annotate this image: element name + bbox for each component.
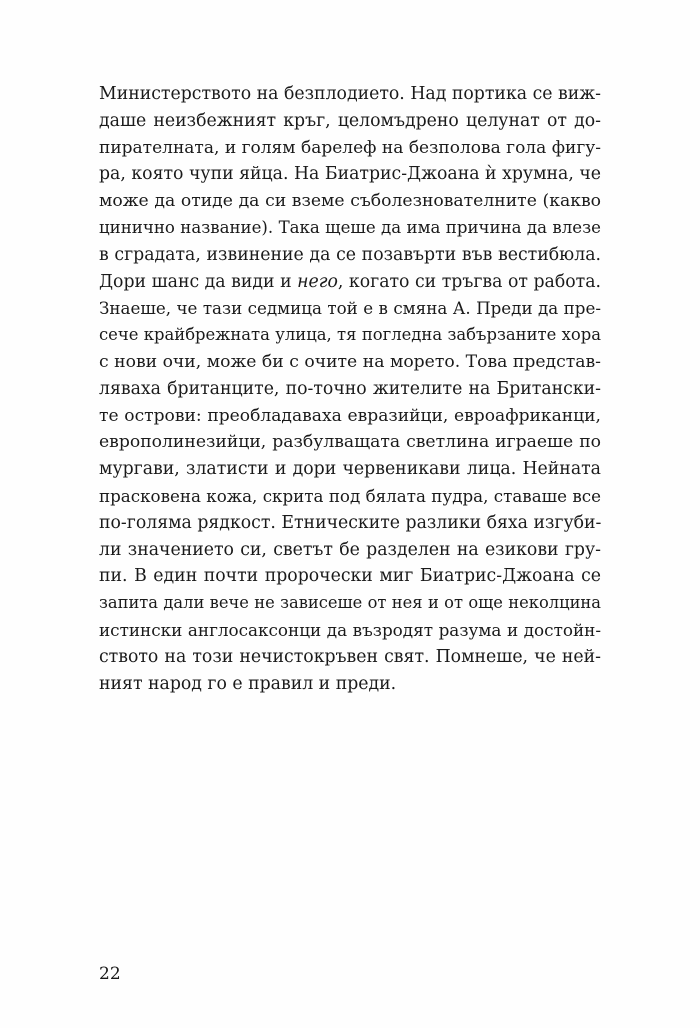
text-line: по-голяма рядкост. Етническите разлики бяха изгуби- xyxy=(99,512,602,533)
page-number: 22 xyxy=(99,964,121,984)
text-line: сече крайбрежната улица, тя погледна забързаните хора xyxy=(99,325,601,345)
text-line: Знаеше, че тази седмица той е в смяна А. Преди да пре- xyxy=(99,298,601,319)
text-segment: , когато си тръгва от работа. xyxy=(337,271,601,292)
text-line: мургави, златисти и дори червеникави лица. Нейната xyxy=(99,459,601,480)
body-paragraph xyxy=(99,81,601,697)
text-line: европолинезийци, разбулващата светлина играеше по xyxy=(99,432,601,453)
text-line: ли значението си, светът бе разделен на езикови гру- xyxy=(99,539,601,560)
text-segment: Дори шанс да види и xyxy=(99,271,298,292)
italic-word: него xyxy=(297,271,338,292)
text-line: ра, която чупи яйца. На Биатрис-Джоана ѝ хрумна, че xyxy=(99,164,601,185)
text-line: ляваха британците, по-точно жителите на Британски- xyxy=(99,378,601,399)
text-line: Министерството на безплодието. Над портика се виж- xyxy=(99,84,601,104)
text-line: може да отиде да си вземе съболезнователните (какво xyxy=(99,191,601,212)
text-line: запита дали вече не зависеше от нея и от още неколцина xyxy=(99,593,601,613)
text-line: цинично название). Така щеше да има причина да влезе xyxy=(99,217,601,237)
text-line-with-italic xyxy=(99,269,601,296)
text-line: даше неизбежният кръг, целомъдрено целунат от до- xyxy=(99,110,601,131)
text-line: истински англосаксонци да възродят разума и достойн- xyxy=(99,619,601,640)
text-line: в сградата, извинение да се позавърти във вестибюла. xyxy=(99,244,601,265)
text-line: те острови: преобладаваха евразийци, евроафриканци, xyxy=(99,405,601,426)
text-line-last: ният народ го е правил и преди. xyxy=(99,673,397,694)
text-line: с нови очи, може би с очите на морето. Това представ- xyxy=(99,351,601,372)
text-line: прасковена кожа, скрита под бялата пудра, ставаше все xyxy=(99,485,601,506)
text-line: пирателната, и голям барелеф на безполова гола фигу- xyxy=(99,137,601,158)
text-line: пи. В един почти пророчески миг Биатрис-Джоана се xyxy=(99,566,601,587)
text-line: ството на този нечистокръвен свят. Помнеше, че ней- xyxy=(99,646,601,667)
